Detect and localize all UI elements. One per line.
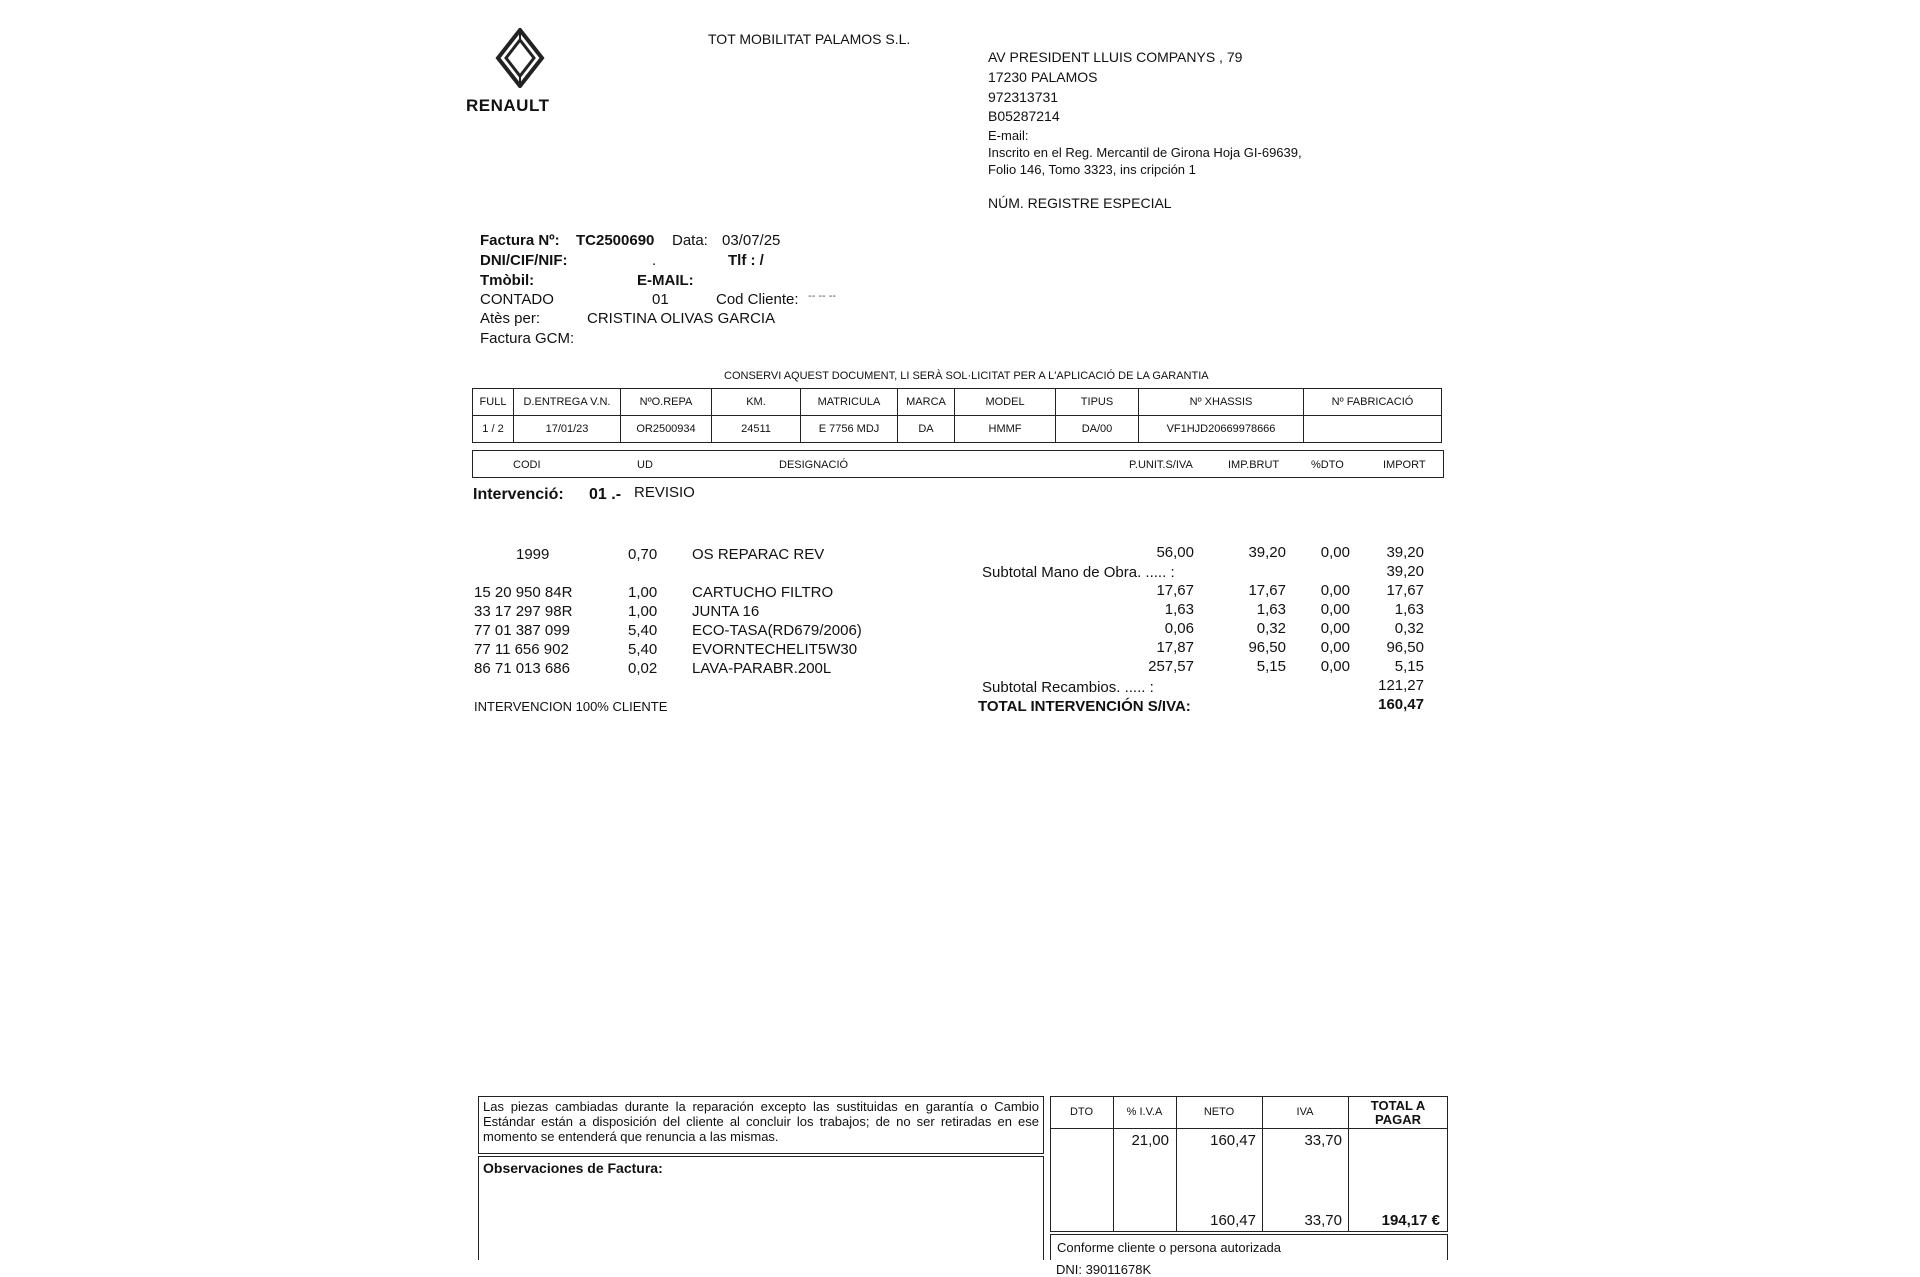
attended-label: Atès per:	[480, 310, 541, 327]
tax-header-iva: IVA	[1296, 1106, 1314, 1118]
payment-method: CONTADO	[480, 291, 554, 308]
date-label: Data:	[672, 232, 708, 249]
line-gross: 0,32	[1256, 620, 1286, 637]
line-unit-price: 1,63	[1164, 601, 1194, 618]
line-description: ECO-TASA(RD679/2006)	[692, 622, 862, 639]
total-iva: 33,70	[1304, 1212, 1342, 1229]
vehicle-table	[472, 388, 1442, 443]
line-gross: 39,20	[1248, 544, 1286, 561]
line-unit-price: 257,57	[1148, 658, 1194, 675]
line-units: 5,40	[628, 622, 658, 639]
invoice-number: TC2500690	[576, 232, 655, 249]
line-discount: 0,00	[1320, 544, 1350, 561]
email-field-label: E-MAIL:	[637, 272, 694, 289]
client-coverage-note: INTERVENCION 100% CLIENTE	[474, 699, 668, 714]
header-model: MODEL	[955, 389, 1056, 416]
tax-header-dto: DTO	[1069, 1106, 1094, 1118]
line-gross: 96,50	[1248, 639, 1286, 656]
line-header-bar	[472, 450, 1444, 478]
parts-subtotal-value: 121,27	[1378, 677, 1424, 694]
line-units: 5,40	[628, 641, 658, 658]
total-intervention-value: 160,47	[1378, 696, 1424, 713]
value-chassis: VF1HJD20669978666	[1139, 416, 1304, 443]
attended-by: CRISTINA OLIVAS GARCIA	[587, 310, 776, 327]
line-import: 39,20	[1386, 544, 1424, 561]
mobile-label: Tmòbil:	[480, 272, 535, 289]
client-code: -- -- --	[808, 290, 837, 302]
gcm-label: Factura GCM:	[480, 330, 575, 347]
tax-iva: 33,70	[1304, 1132, 1342, 1149]
value-model: HMMF	[955, 416, 1056, 443]
line-code: 33 17 297 98R	[474, 603, 573, 620]
col-designacio: DESIGNACIÓ	[779, 459, 849, 471]
brand-name: RENAULT	[466, 96, 550, 115]
signature-label: Conforme cliente o persona autorizada	[1057, 1240, 1282, 1255]
value-full: 1 / 2	[473, 416, 514, 443]
payment-code: 01	[652, 291, 669, 308]
line-description: JUNTA 16	[692, 603, 760, 620]
line-import: 96,50	[1386, 639, 1424, 656]
address-line: 17230 PALAMOS	[988, 69, 1098, 85]
observations-box	[478, 1156, 1044, 1260]
parts-subtotal-label: Subtotal Recambios. ..... :	[982, 679, 1154, 696]
intervention-label: Intervenció:	[473, 486, 564, 503]
line-unit-price: 17,67	[1156, 582, 1194, 599]
header-plate: MATRICULA	[801, 389, 898, 416]
line-description: LAVA-PARABR.200L	[692, 660, 832, 677]
col-codi: CODI	[513, 459, 541, 471]
header-delivery-date: D.ENTREGA V.N.	[514, 389, 621, 416]
line-code: 86 71 013 686	[474, 660, 570, 677]
header-chassis: Nº XHASSIS	[1139, 389, 1304, 416]
header-manufacture: Nº FABRICACIÓ	[1304, 389, 1442, 416]
guarantee-notice: CONSERVI AQUEST DOCUMENT, LI SERÀ SOL·LICITAT PER A L'APLICACIÓ DE LA GARANTIA	[724, 370, 1209, 382]
observations-label: Observaciones de Factura:	[483, 1160, 663, 1176]
value-manufacture	[1304, 416, 1442, 443]
phone: 972313731	[988, 89, 1059, 105]
line-discount: 0,00	[1320, 601, 1350, 618]
line-code: 77 11 656 902	[474, 641, 569, 658]
line-discount: 0,00	[1320, 582, 1350, 599]
line-import: 5,15	[1394, 658, 1424, 675]
value-plate: E 7756 MDJ	[801, 416, 898, 443]
line-description: OS REPARAC REV	[692, 546, 825, 563]
tax-header-total: TOTAL A PAGAR	[1370, 1098, 1426, 1127]
line-units: 1,00	[628, 584, 658, 601]
line-units: 1,00	[628, 603, 658, 620]
total-to-pay: 194,17 €	[1381, 1212, 1440, 1229]
renault-logo-icon	[490, 28, 550, 88]
col-gross: IMP.BRUT	[1228, 459, 1280, 471]
line-gross: 1,63	[1256, 601, 1286, 618]
registry-line: Inscrito en el Reg. Mercantil de Girona Hoja GI-69639,	[988, 145, 1302, 160]
header-km: KM.	[712, 389, 801, 416]
header-type: TIPUS	[1056, 389, 1139, 416]
col-discount: %DTO	[1311, 459, 1344, 471]
header-repair-order: NºO.REPA	[621, 389, 712, 416]
invoice-date: 03/07/25	[722, 232, 781, 249]
col-import: IMPORT	[1383, 459, 1426, 471]
phone-label: Tlf : /	[728, 252, 764, 269]
line-discount: 0,00	[1320, 639, 1350, 656]
value-type: DA/00	[1056, 416, 1139, 443]
labor-subtotal-value: 39,20	[1386, 563, 1424, 580]
signature-dni: DNI: 39011678K	[1056, 1262, 1152, 1277]
company-name: TOT MOBILITAT PALAMOS S.L.	[708, 31, 911, 47]
header-brand: MARCA	[898, 389, 955, 416]
value-delivery-date: 17/01/23	[514, 416, 621, 443]
line-units: 0,02	[628, 660, 658, 677]
address-line: AV PRESIDENT LLUIS COMPANYS , 79	[988, 49, 1243, 65]
header-full: FULL	[473, 389, 514, 416]
total-intervention-label: TOTAL INTERVENCIÓN S/IVA:	[978, 698, 1191, 715]
dni-label: DNI/CIF/NIF:	[480, 252, 568, 269]
invoice-number-label: Factura Nº:	[480, 232, 560, 249]
tax-header-neto: NETO	[1203, 1106, 1235, 1118]
tax-id: B05287214	[988, 108, 1060, 124]
line-import: 1,63	[1394, 601, 1424, 618]
line-code: 15 20 950 84R	[474, 584, 573, 601]
registry-line: Folio 146, Tomo 3323, ins cripción 1	[988, 162, 1196, 177]
line-unit-price: 17,87	[1156, 639, 1194, 656]
line-import: 17,67	[1386, 582, 1424, 599]
line-import: 0,32	[1394, 620, 1424, 637]
tax-header-iva-pct: % I.V.A	[1126, 1106, 1163, 1118]
value-repair-order: OR2500934	[621, 416, 712, 443]
value-km: 24511	[712, 416, 801, 443]
email-label: E-mail:	[988, 128, 1029, 143]
line-unit-price: 56,00	[1156, 544, 1194, 561]
col-unit-price: P.UNIT.S/IVA	[1129, 459, 1193, 471]
value-brand: DA	[898, 416, 955, 443]
tax-neto: 160,47	[1210, 1132, 1256, 1149]
legal-notice: Las piezas cambiadas durante la reparación excepto las sustituidas en garantía o Cambio Estándar están a disposición del cliente al concluir los trabajos; de no ser retiradas en ese momento se entenderá que renuncia a las mismas.	[483, 1099, 1039, 1144]
line-discount: 0,00	[1320, 620, 1350, 637]
legal-notice-box	[478, 1096, 1044, 1154]
intervention-name: REVISIO	[634, 484, 695, 501]
col-ud: UD	[637, 459, 653, 471]
special-registry: NÚM. REGISTRE ESPECIAL	[988, 195, 1172, 211]
line-description: EVORNTECHELIT5W30	[692, 641, 858, 658]
line-code: 77 01 387 099	[474, 622, 570, 639]
dni-value: .	[652, 252, 657, 269]
line-gross: 17,67	[1248, 582, 1286, 599]
line-unit-price: 0,06	[1164, 620, 1194, 637]
client-code-label: Cod Cliente:	[716, 291, 799, 308]
line-units: 0,70	[628, 546, 658, 563]
line-description: CARTUCHO FILTRO	[692, 584, 834, 601]
line-code: 1999	[516, 546, 550, 563]
total-neto: 160,47	[1210, 1212, 1256, 1229]
tax-iva-pct: 21,00	[1131, 1132, 1169, 1149]
line-gross: 5,15	[1256, 658, 1286, 675]
labor-subtotal-label: Subtotal Mano de Obra. ..... :	[982, 564, 1175, 581]
signature-box	[1050, 1234, 1448, 1260]
line-discount: 0,00	[1320, 658, 1350, 675]
intervention-number: 01 .-	[589, 486, 622, 503]
